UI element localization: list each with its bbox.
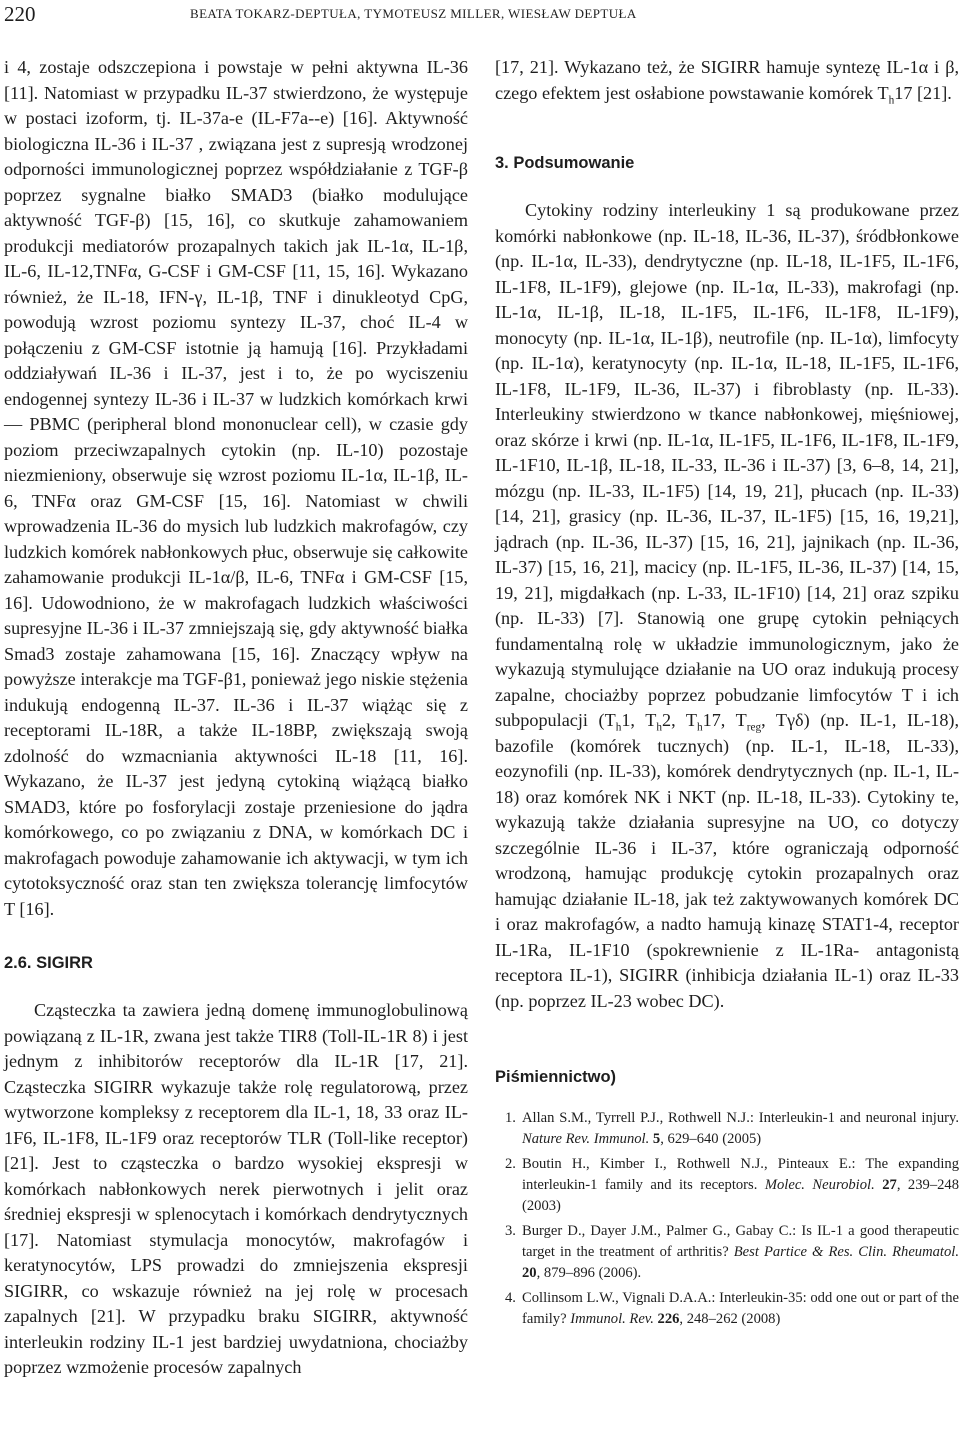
il36-il37-paragraph: i 4, zostaje odszczepiona i powstaje w pełni aktywna IL-36 [11]. Natomiast w przypadku IL-37 stwierdzono, że występuje w postaci izoform, tj. IL-37a-e (IL-F7a--e) [16]. Aktywność biologiczna IL-36 i IL-37 , związana jest z supresją wrodzonej odporności immunologicznej poprzez współdziałanie z TGF-β poprzez sygnalne białko SMAD3 (białko modulujące aktywność TGF-β) [15, 16], co skutkuje zahamowaniem produkcji mediatorów prozapalnych takich jak IL-1α, IL-1β, IL-6, IL-12,TNFα, G-CSF i GM-CSF [11, 15, 16]. Wykazano również, że IL-18, IFN-γ, IL-1β, TNF i dinukleotyd CpG, powodują wzrost poziomu syntezy IL-37, choć IL-4 w połączeniu z GM-CSF istotnie ją hamują [16]. Przykładami oddziaływań IL-36 i IL-37, jest i to, że po wyciszeniu endogennej syntezy IL-36 i IL-37 w ludzkich komórkach krwi — PBMC (peripheral blond mononuclear cell), w czasie gdy poziom przeciwzapalnych cytokin (np. IL-10) pozostaje niezmieniony, obserwuje się wzrost poziomu IL-1α, IL-1β, IL-6, TNFα oraz GM-CSF [15, 16]. Natomiast w chwili wprowadzenia IL-36 do mysich lub ludzkich makrofagów, czy ludzkich komórek nabłonkowych płuc, obserwuje się całkowite zahamowanie produkcji IL-1α/β, IL-6, TNFα i GM-CSF [15, 16]. Udowodniono, że w makrofagach ludzkich właściwości supresyjne IL-36 i IL-37 zmniejszają się, gdy aktywność białka Smad3 zostaje zahamowana [15, 16]. Znaczący wpływ na powyższe interakcje ma TGF-β1, ponieważ jego niskie stężenia indukują endogenną IL-37. IL-36 i IL-37 wiążąc się z receptorami IL-18R, a także IL-18BP, zwiększają swoją zdolność do wzmacniania aktywności IL-18 [11, 16]. Wykazano, że IL-37 jest jedyną cytokiną wiążącą białko SMAD3, które po fosforylacji zostaje przeniesione do jądra komórkowego, co po związaniu z DNA, w komórkach DC i makrofagach powoduje zahamowanie ich aktywacji, w tym ich cytotoksyczność oraz stan ten zwiększa tolerancję limfocytów T [16]. <box>4 57 468 919</box>
running-head-authors: BEATA TOKARZ-DEPTUŁA, TYMOTEUSZ MILLER, WIESŁAW DEPTUŁA <box>190 6 637 21</box>
reference-item: 1. Allan S.M., Tyrrell P.J., Rothwell N.J.: Interleukin-1 and neuronal injury. Nature Rev. Immunol. 5, 629–640 (2005) <box>505 1110 959 1147</box>
summary-paragraph: Cytokiny rodziny interleukiny 1 są produkowane przez komórki nabłonkowe (np. IL-18, IL-36, IL-37), śródbłonkowe (np. IL-1α, IL-33), dendrytyczne (np. IL-18, IL-1F5, IL-1F6, IL-1F8, IL-1F9), glejowe (np. IL-1α, IL-33), makrofagi (np. IL-1α, IL-1β, IL-18, IL-1F5, IL-1F6, IL-1F8, IL-1F9), monocyty (np. IL-1α, IL-1β), neutrofile (np. IL-1α), limfocyty (np. IL-1α), keratynocyty (np. IL-1α, IL-18, IL-1F5, IL-1F6, IL-1F8, IL-1F9, IL-36, IL-37) i fibroblasty (np. IL-33). Interleukiny stwierdzono w tkance nabłonkowej, mięśniowej, oraz skórze i krwi (np. IL-1α, IL-1F5, IL-1F6, IL-1F8, IL-1F9, IL-1F10, IL-1β, IL-18, IL-33, IL-36 i IL-37) [3, 6–8, 14, 21], mózgu (np. IL-33, IL-1F5) [14, 19, 21], płucach (np. IL-33) [14, 21], grasicy (np. IL-36, IL-37, IL-1F5) [15, 16, 19,21], jądrach (np. IL-36, IL-37) [15, 16, 21], jajnikach (np. IL-36, IL-37) [15, 16, 21], macicy (np. IL-1F5, IL-36, IL-37) [14, 15, 19, 21], migdałkach (np. L-33, IL-1F10) [14, 21] oraz szpiku (np. IL-33) [7]. Stanowią one grupę cytokin pełniących fundamentalną rolę w układzie immunologicznym, jako że wykazują stymulujące działanie na UO oraz indukują procesy zapalne, chociażby poprzez pobudzanie limfocytów T i ich subpopulacji ($T_h1$, $T_h2$, $T_h17$, $T_{reg}$, Tγδ) (np. IL-1, IL-18), bazofile (komórek tucznych) (np. IL-1, IL-18, IL-33), eozynofili (np. IL-33), komórek dendrytycznych (np. IL-1, IL-18) oraz komórek NK i NKT (np. IL-18, IL-33). Cytokiny te, wykazują także działania supresyjne na UO, co dotyczy szczególnie IL-36 i IL-37, które ograniczają odporność wrodzoną, hamując produkcję cytokin prozapalnych oraz hamując działanie IL-18, jak też zaktywowanych komórek DC i oraz makrofagów, a nadto hamują kinazę STAT1-4, receptor IL-1Ra, IL-1F10 (spokrewnienie z IL-1Ra- antagonistą receptora IL-1), SIGIRR (inhibicja działania IL-1) oraz IL-33 (np. poprzez IL-23 wobec DC). <box>495 200 960 1011</box>
reference-item: 2. Boutin H., Kimber I., Rothwell N.J., Pinteaux E.: The expanding interleukin-1 family and its receptors. Molec. Neurobiol. 27, 239–248 (2003) <box>505 1156 960 1214</box>
section-heading-references: Piśmiennictwo) <box>495 1068 617 1086</box>
reference-item: 3. Burger D., Dayer J.M., Palmer G., Gabay C.: Is IL-1 a good therapeutic target in the treatment of arthritis? Best Partice & Res. Clin. Rheumatol. 20, 879–896 (2006). <box>505 1223 959 1281</box>
reference-item: 4. Collinsom L.W., Vignali D.A.A.: Interleukin-35: odd one out or part of the family? Immunol. Rev. 226, 248–262 (2008) <box>505 1290 959 1327</box>
page-number: 220 <box>4 2 36 26</box>
left-column <box>4 55 468 1381</box>
right-column <box>495 55 959 1334</box>
sigirr-continuation-paragraph: [17, 21]. Wykazano też, że SIGIRR hamuje syntezę IL-1α i β, czego efektem jest osłabione powstawanie komórek $T_h17$ [21]. <box>495 57 959 106</box>
section-heading-summary: 3. Podsumowanie <box>495 154 635 172</box>
section-heading-sigirr: 2.6. SIGIRR <box>4 954 93 972</box>
sigirr-paragraph: Cząsteczka ta zawiera jedną domenę immunoglobulinową powiązaną z IL-1R, zwana jest także TIR8 (Toll-IL-1R 8) i jest jednym z inhibitorów receptorów dla IL-1R [17, 21]. Cząsteczka SIGIRR wykazuje także rolę regulatorową, przez wytworzone kompleksy z receptorem dla IL-1, 18, 33 oraz IL-1F6, IL-1F8, IL-1F9 oraz receptorów TLR (Toll-like receptor) [21]. Jest to cząsteczka o bardzo wysokiej ekspresji w komórkach nabłonkowych nerek pierwotnych i jelit oraz średniej ekspresji w splenocytach i komórkach dendrytycznych [17]. Natomiast stymulacja monocytów, makrofagów i keratynocytów, LPS prowadzi do zmniejszenia ekspresji SIGIRR, co wskazuje również na jej rolę w procesach zapalnych [21]. W przypadku braku SIGIRR, aktywność interleukin rodziny IL-1 jest bardziej uwydatniona, chociażby poprzez wzmożenie procesów zapalnych <box>4 1000 468 1377</box>
page-header <box>0 0 960 40</box>
reference-list <box>495 1108 959 1330</box>
